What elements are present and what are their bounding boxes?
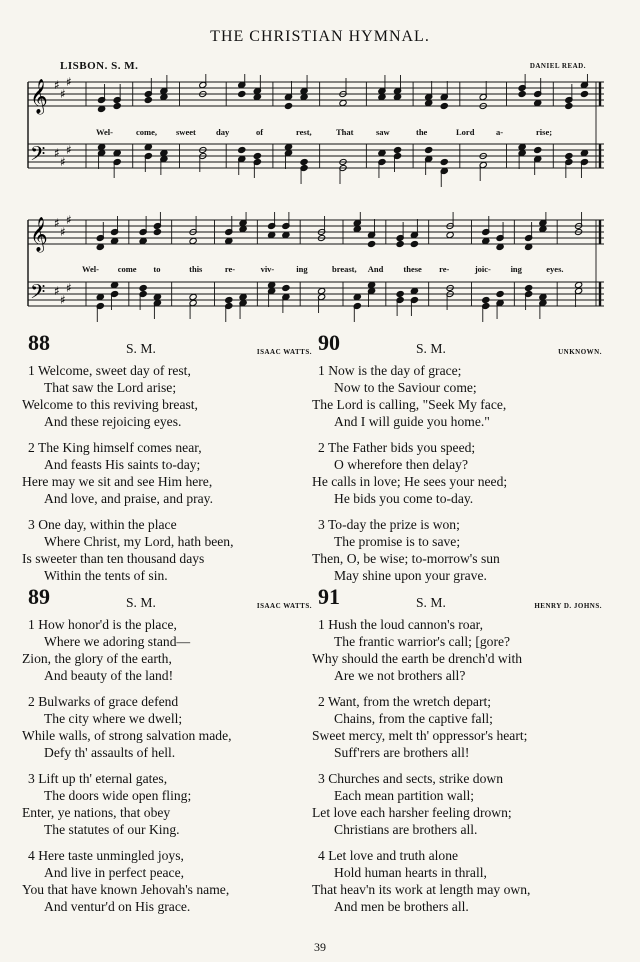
stanza-line: And live in perfect peace, [44, 865, 185, 880]
stanza-line: Chains, from the captive fall; [334, 711, 493, 726]
sharp-sign: ♯ [54, 284, 60, 298]
stanza-line: Let love each harsher feeling drown; [312, 805, 512, 820]
stanza-line: 1 Hush the loud cannon's roar, [318, 617, 483, 632]
stanza-line: That saw the Lord arise; [44, 380, 177, 395]
note-head [253, 93, 261, 100]
hymn-meter: S. M. [416, 595, 446, 610]
stanza-line: 4 Here taste unmingled joys, [28, 848, 184, 863]
note-head [225, 296, 233, 303]
stanza [22, 847, 312, 915]
note-head [440, 102, 448, 109]
stanza-line: Sweet mercy, melt th' oppressor's heart; [312, 728, 528, 743]
stanza-line: That heav'n its work at length may own, [312, 882, 531, 897]
stanza [312, 693, 602, 761]
stanza-line: 4 Let love and truth alone [318, 848, 459, 863]
stanza-line: The city where we dwell; [44, 711, 183, 726]
stanza-line: And men be brothers all. [334, 899, 469, 914]
stanza-line: Suff'rers are brothers all! [334, 745, 470, 760]
lyric-syllable: re- [439, 264, 450, 274]
lyric-syllable: day [216, 127, 230, 137]
lyric-syllable: That [336, 127, 354, 137]
note-head [282, 284, 290, 291]
hymn-heading [312, 584, 602, 616]
stanza-line: And ventur'd on His grace. [44, 899, 191, 914]
stanza-line: The doors wide open fling; [44, 788, 192, 803]
note-head [580, 149, 588, 156]
hymn-author: ISAAC WATTS. [256, 348, 312, 356]
note-head [339, 99, 347, 106]
note-head [353, 293, 361, 300]
lyric-syllable: this [189, 264, 203, 274]
lyric-syllable: Wel- [82, 264, 99, 274]
note-head [113, 102, 121, 109]
lyric-syllable: ing [510, 264, 522, 274]
note-head [300, 93, 308, 100]
stanza-line: And these rejoicing eyes. [44, 414, 182, 429]
note-head [111, 237, 119, 244]
page-header: THE CHRISTIAN HYMNAL. [210, 28, 430, 45]
treble-clef: 𝄞 [30, 79, 48, 114]
lyric-syllable: viv- [260, 264, 275, 274]
stanza-line: Enter, ye nations, that obey [22, 805, 171, 820]
hymn-88 [22, 330, 312, 593]
note-head [518, 90, 526, 97]
note-head [518, 143, 526, 150]
lyric-syllable: re- [224, 264, 236, 274]
stanza-line: You that have known Jehovah's name, [22, 882, 230, 897]
stanza-line: Each mean partition wall; [334, 788, 475, 803]
stanza [22, 693, 312, 761]
stanza-line: Here may we sit and see Him here, [22, 474, 213, 489]
note-head [144, 143, 152, 150]
note-head [396, 290, 404, 297]
note-head [113, 149, 121, 156]
note-head [534, 146, 542, 153]
stanza-line: Where Christ, my Lord, hath been, [44, 534, 234, 549]
stanza-line: He calls in love; He sees your need; [312, 474, 508, 489]
stanza-line: The frantic warrior's call; [gore? [334, 634, 511, 649]
treble-clef: 𝄞 [30, 217, 48, 252]
note-head [98, 105, 106, 112]
lyric-syllable: a- [496, 127, 504, 137]
stanza-line: Within the tents of sin. [44, 568, 168, 583]
note-head [300, 158, 308, 165]
stanza-line: Zion, the glory of the earth, [22, 651, 172, 666]
note-head [378, 93, 386, 100]
hymn-number: 89 [28, 584, 50, 609]
lyric-syllable: these [403, 264, 422, 274]
note-head [189, 293, 197, 300]
note-head [525, 284, 533, 291]
stanza [22, 516, 312, 584]
note-head [284, 143, 292, 150]
note-head [238, 90, 246, 97]
lyric-syllable: come, [136, 127, 158, 137]
note-head [525, 243, 533, 250]
stanza-line: He bids you come to-day. [334, 491, 474, 506]
stanza-line: And feasts His saints to-day; [44, 457, 201, 472]
note-head [368, 240, 376, 247]
note-head [396, 240, 404, 247]
note-head [565, 102, 573, 109]
note-head [482, 237, 490, 244]
stanza-line: 2 The King himself comes near, [28, 440, 202, 455]
stanza [22, 770, 312, 838]
sharp-sign: ♯ [66, 213, 72, 227]
stanza-line: And I will guide you home." [334, 414, 490, 429]
note-head [496, 243, 504, 250]
note-head [98, 143, 106, 150]
page-number: 39 [314, 940, 326, 954]
sharp-sign: ♯ [66, 143, 72, 157]
stanza-line: Defy th' assaults of hell. [44, 745, 176, 760]
bass-clef: 𝄢 [30, 142, 46, 170]
hymn-90 [312, 330, 602, 593]
lyric-syllable: rise; [536, 127, 553, 137]
lyric-syllable: breast, [332, 264, 357, 274]
stanza-line: 2 The Father bids you speed; [318, 440, 476, 455]
note-head [153, 228, 161, 235]
note-head [378, 149, 386, 156]
sharp-sign: ♯ [54, 78, 60, 92]
lyric-syllable: ing [296, 264, 308, 274]
stanza-line: 1 Now is the day of grace; [318, 363, 462, 378]
note-head [482, 296, 490, 303]
hymn-89 [22, 584, 312, 924]
stanza-line: May shine upon your grave. [334, 568, 487, 583]
stanza-line: Welcome to this reviving breast, [22, 397, 198, 412]
note-head [153, 293, 161, 300]
sharp-sign: ♯ [54, 216, 60, 230]
stanza-line: Then, O, be wise; to-morrow's sun [312, 551, 500, 566]
sharp-sign: ♯ [60, 225, 66, 239]
note-head [96, 293, 104, 300]
bass-clef: 𝄢 [30, 280, 46, 308]
note-head [580, 90, 588, 97]
note-head [425, 146, 433, 153]
stanza [312, 516, 602, 584]
hymn-number: 91 [318, 584, 340, 609]
sharp-sign: ♯ [60, 87, 66, 101]
note-head [534, 99, 542, 106]
stanza-line: Hold human hearts in thrall, [334, 865, 487, 880]
hymn-heading [22, 330, 312, 362]
hymn-meter: S. M. [126, 341, 156, 356]
stanza-line: The Lord is calling, "Seek My face, [312, 397, 507, 412]
lyric-syllable: Lord [456, 127, 475, 137]
stanza-line: 1 Welcome, sweet day of rest, [28, 363, 191, 378]
note-head [539, 293, 547, 300]
note-head [268, 281, 276, 288]
stanza-line: 3 Lift up th' eternal gates, [28, 771, 168, 786]
lyric-syllable: Wel- [96, 127, 113, 137]
note-head [189, 237, 197, 244]
note-head [239, 293, 247, 300]
stanza [312, 362, 602, 430]
note-head [282, 231, 290, 238]
stanza-line: The promise is to save; [334, 534, 461, 549]
lyric-syllable: come [117, 264, 137, 274]
note-head [565, 152, 573, 159]
note-head [393, 146, 401, 153]
tune-composer: DANIEL READ. [529, 62, 586, 70]
lyric-syllable: to [153, 264, 161, 274]
stanza-line: O wherefore then delay? [334, 457, 468, 472]
stanza [22, 616, 312, 684]
stanza-line: And love, and praise, and pray. [44, 491, 213, 506]
lyric-syllable: joic- [474, 264, 491, 274]
note-head [160, 93, 168, 100]
hymn-number: 88 [28, 330, 50, 355]
note-head [318, 287, 326, 294]
note-head [139, 284, 147, 291]
stanza-line: Christians are brothers all. [334, 822, 478, 837]
note-head [111, 281, 119, 288]
stanza [312, 439, 602, 507]
hymn-meter: S. M. [416, 341, 446, 356]
note-head [225, 237, 233, 244]
sharp-sign: ♯ [66, 281, 72, 295]
lyric-syllable: rest, [296, 127, 312, 137]
stanza-line: While walls, of strong salvation made, [22, 728, 232, 743]
sharp-sign: ♯ [66, 75, 72, 89]
note-head [238, 146, 246, 153]
hymn-author: UNKNOWN. [558, 348, 602, 356]
note-head [284, 102, 292, 109]
hymn-author: HENRY D. JOHNS. [534, 602, 602, 610]
stanza-line: 3 Churches and sects, strike down [318, 771, 503, 786]
note-head [446, 231, 454, 238]
sharp-sign: ♯ [54, 146, 60, 160]
note-head [144, 96, 152, 103]
lyric-syllable: sweet [176, 127, 196, 137]
sharp-sign: ♯ [60, 155, 66, 169]
note-head [353, 225, 361, 232]
stanza-line: 2 Want, from the wretch depart; [318, 694, 492, 709]
sharp-sign: ♯ [60, 293, 66, 307]
stanza-line: Are we not brothers all? [334, 668, 466, 683]
stanza-line: Now to the Saviour come; [334, 380, 477, 395]
stanza-line: The statutes of our King. [44, 822, 180, 837]
hymn-91 [312, 584, 602, 924]
stanza-line: 3 To-day the prize is won; [318, 517, 460, 532]
note-head [393, 93, 401, 100]
stanza [22, 439, 312, 507]
stanza-line: Is sweeter than ten thousand days [22, 551, 205, 566]
note-head [496, 290, 504, 297]
note-head [425, 99, 433, 106]
stanza [22, 362, 312, 430]
note-head [539, 225, 547, 232]
hymn-heading [312, 330, 602, 362]
hymn-meter: S. M. [126, 595, 156, 610]
lyric-syllable: And [367, 264, 384, 274]
stanza-line: Where we adoring stand— [44, 634, 191, 649]
stanza-line: And beauty of the land! [44, 668, 174, 683]
stanza-line: 2 Bulwarks of grace defend [28, 694, 179, 709]
note-head [253, 152, 261, 159]
stanza [312, 847, 602, 915]
note-head [410, 287, 418, 294]
note-head [96, 243, 104, 250]
stanza-line: 1 How honor'd is the place, [28, 617, 177, 632]
stanza-line: Why should the earth be drench'd with [312, 651, 523, 666]
lyric-syllable: saw [376, 127, 390, 137]
note-head [575, 281, 583, 288]
note-head [239, 225, 247, 232]
lyric-syllable: the [416, 127, 428, 137]
lyric-syllable: of [256, 127, 264, 137]
note-head [139, 237, 147, 244]
note-head [160, 149, 168, 156]
note-head [368, 281, 376, 288]
note-head [440, 158, 448, 165]
lyric-syllable: eyes. [546, 264, 564, 274]
hymn-number: 90 [318, 330, 340, 355]
stanza [312, 770, 602, 838]
stanza-line: 3 One day, within the place [28, 517, 177, 532]
note-head [410, 240, 418, 247]
tune-name: LISBON. S. M. [60, 60, 139, 72]
hymn-heading [22, 584, 312, 616]
hymn-author: ISAAC WATTS. [256, 602, 312, 610]
stanza [312, 616, 602, 684]
note-head [268, 231, 276, 238]
